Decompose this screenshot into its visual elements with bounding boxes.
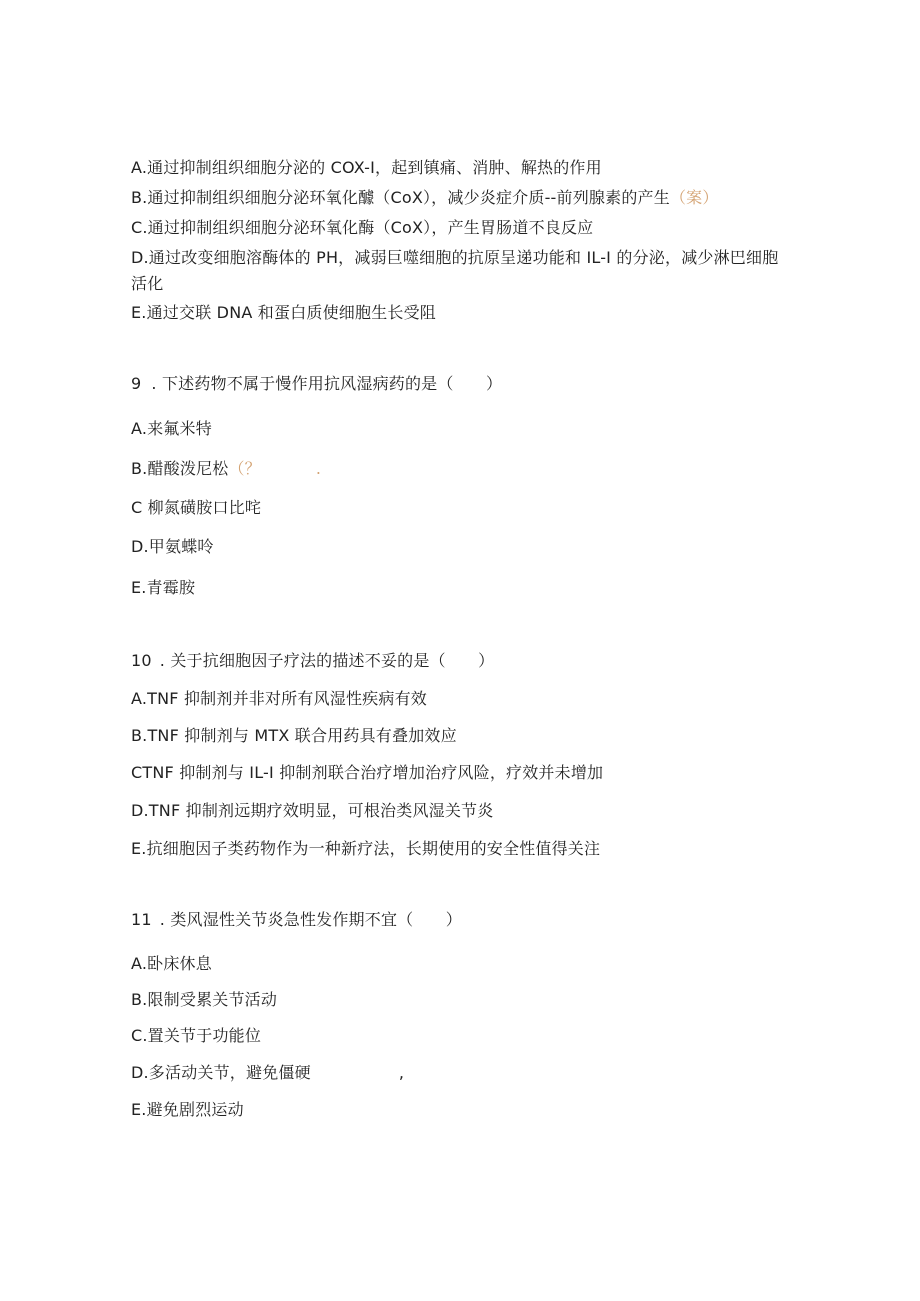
q9-option-d: D.甲氨蝶呤: [131, 537, 214, 556]
q9-option-c: C 柳氮磺胺口比咤: [131, 498, 262, 517]
answer-mark: （？: [228, 459, 261, 478]
q8-option-a: A.通过抑制组织细胞分泌的 COX-I，起到镇痛、消肿、解热的作用: [131, 158, 602, 177]
question-number: 11: [131, 910, 152, 929]
question-number: 9: [131, 374, 142, 393]
q9-option-e: E.青霉胺: [131, 578, 196, 597]
q10-option-e: E.抗细胞因子类药物作为一种新疗法，长期使用的安全性值得关注: [131, 839, 601, 858]
q11-stem: 11 . 类风湿性关节炎急性发作期不宜（ ）: [131, 910, 462, 929]
q11-option-b: B.限制受累关节活动: [131, 990, 278, 1009]
q11-option-a: A.卧床休息: [131, 954, 212, 973]
q10-option-c: CTNF 抑制剂与 IL-I 抑制剂联合治疗增加治疗风险，疗效并未增加: [131, 763, 604, 782]
q10-option-a: A.TNF 抑制剂并非对所有风湿性疾病有效: [131, 689, 427, 708]
answer-mark: （案）: [669, 188, 719, 207]
q9-option-a: A.来氟米特: [131, 419, 212, 438]
q8-option-e: E.通过交联 DNA 和蛋白质使细胞生长受阻: [131, 303, 437, 322]
q11-option-e: E.避免剧烈运动: [131, 1100, 244, 1119]
q10-option-d: D.TNF 抑制剂远期疗效明显，可根治类风湿关节炎: [131, 801, 494, 820]
question-number: 10: [131, 651, 152, 670]
q10-option-b: B.TNF 抑制剂与 MTX 联合用药具有叠加效应: [131, 726, 457, 745]
answer-mark-dot: .: [315, 459, 322, 478]
q8-option-b: B.通过抑制组织细胞分泌环氧化醵（CoX），减少炎症介质--前列腺素的产生（案）: [131, 188, 719, 207]
q8-option-c: C.通过抑制组织细胞分泌环氧化酶（CoX），产生胃肠道不良反应: [131, 218, 594, 237]
q9-stem: 9 . 下述药物不属于慢作用抗风湿病药的是（ ）: [131, 374, 503, 393]
q11-option-d: D.多活动关节，避免僵硬 ,: [131, 1063, 405, 1082]
q8-option-d: D.通过改变细胞溶酶体的 PH，减弱巨噬细胞的抗原呈递功能和 IL-I 的分泌，减少淋巴细胞活化: [131, 248, 779, 293]
q9-option-b: B.醋酸泼尼松（？ .: [131, 459, 322, 478]
q10-stem: 10 . 关于抗细胞因子疗法的描述不妥的是（ ）: [131, 651, 495, 670]
q11-option-c: C.置关节于功能位: [131, 1026, 262, 1045]
